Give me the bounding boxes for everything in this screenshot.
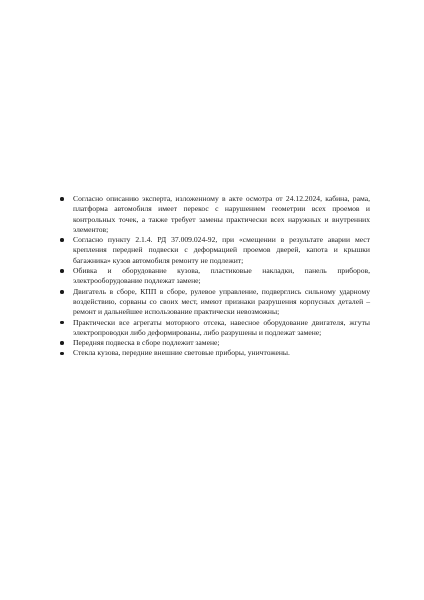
list-item: Согласно пункту 2.1.4. РД 37.009.024-92, при «смещении в результате аварии мест крепления передней подвески с деформацией проемов дверей, капота и крышки багажника» кузов автомобиля ремонту не подлежит; [58,235,370,266]
bullet-list [58,194,370,359]
document-body [58,194,370,359]
list-item: Обивка и оборудование кузова, пластиковые накладки, панель приборов, электрооборудование подлежат замене; [58,266,370,287]
list-item: Практически все агрегаты моторного отсека, навесное оборудование двигателя, жгуты электропроводки либо деформированы, либо разрушены и подлежат замене; [58,318,370,339]
list-item: Согласно описанию эксперта, изложенному в акте осмотра от 24.12.2024, кабина, рама, платформа автомобиля имеет перекос с нарушением геометрии всех проемов и контрольных точек, а также требует замены практически всех наружных и внутренних элементов; [58,194,370,235]
list-item: Передняя подвеска в сборе подлежит замене; [58,338,370,348]
list-item: Стекла кузова, передние внешние световые приборы, уничтожены. [58,348,370,358]
list-item: Двигатель в сборе, КПП в сборе, рулевое управление, подверглись сильному ударному воздействию, сорваны со своих мест, имеют признаки разрушения корпусных деталей – ремонт и дальнейшее использование практически невозможны; [58,287,370,318]
